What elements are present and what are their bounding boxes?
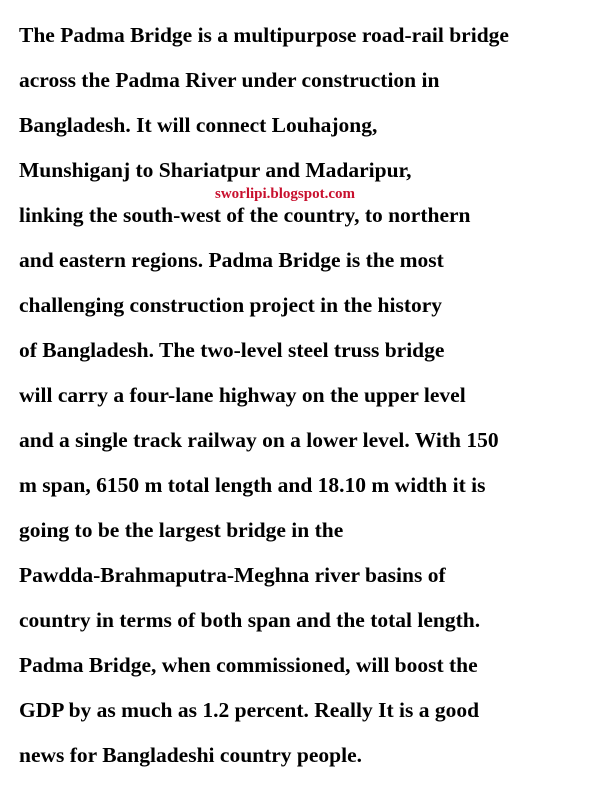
text-line: The Padma Bridge is a multipurpose road-rail bridge bbox=[19, 23, 509, 47]
text-line: news for Bangladeshi country people. bbox=[19, 743, 363, 767]
text-line: Munshiganj to Shariatpur and Madaripur, bbox=[19, 158, 412, 182]
text-line: Pawdda-Brahmaputra-Meghna river basins of bbox=[19, 563, 446, 587]
text-line: linking the south-west of the country, to northern bbox=[19, 203, 471, 227]
text-line: will carry a four-lane highway on the upper level bbox=[19, 383, 466, 407]
text-line: m span, 6150 m total length and 18.10 m width it is bbox=[19, 473, 486, 497]
text-line: GDP by as much as 1.2 percent. Really It is a good bbox=[19, 698, 480, 722]
text-line: Padma Bridge, when commissioned, will boost the bbox=[19, 653, 478, 677]
text-line: and a single track railway on a lower level. With 150 bbox=[19, 428, 499, 452]
text-line: and eastern regions. Padma Bridge is the most bbox=[19, 248, 444, 272]
article-text bbox=[19, 20, 594, 785]
text-line: going to be the largest bridge in the bbox=[19, 518, 344, 542]
text-line: challenging construction project in the history bbox=[19, 293, 443, 317]
watermark: sworlipi.blogspot.com bbox=[215, 186, 356, 202]
text-line: of Bangladesh. The two-level steel truss bridge bbox=[19, 338, 445, 362]
text-line: Bangladesh. It will connect Louhajong, bbox=[19, 113, 378, 137]
text-line: country in terms of both span and the total length. bbox=[19, 608, 481, 632]
text-line: across the Padma River under construction in bbox=[19, 68, 440, 92]
